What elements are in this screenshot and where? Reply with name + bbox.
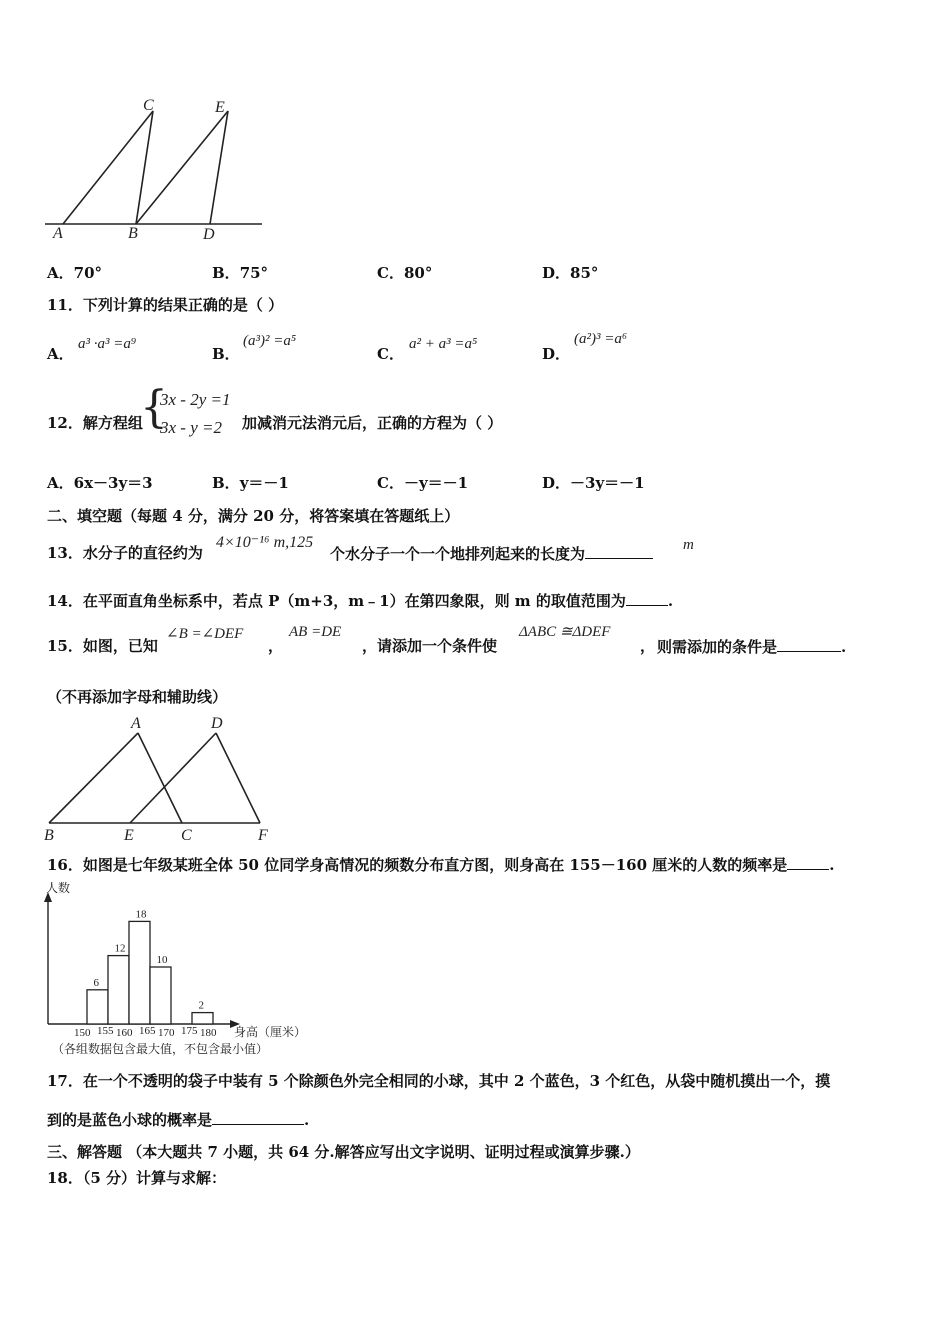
q15-answer-blank[interactable] (777, 637, 841, 652)
x-tick-label: 150 (74, 1027, 91, 1039)
q11-option-d-key: D． (542, 345, 571, 363)
q12-option-b: B．y＝－1 (212, 474, 289, 492)
q10-option-b: B．75° (212, 264, 269, 282)
q14-text: 14．在平面直角坐标系中，若点 P（m+3，m﹣1）在第四象限，则 m 的取值范围为 . (47, 592, 674, 610)
q18-stem: 18．（5 分）计算与求解： (47, 1169, 227, 1187)
q13-prefix: 13．水分子的直径约为 (47, 544, 203, 562)
q15-math-2: AB =DE (289, 624, 342, 640)
label-b: B (128, 225, 138, 242)
q16-text: 16．如图是七年级某班全体 50 位同学身高情况的频数分布直方图，则身高在 155－160 厘米的人数的频率是 . (47, 856, 835, 874)
q12-suffix: 加减消元法消元后，正确的方程为（ ） (242, 414, 503, 432)
q15-suffix: 则需添加的条件是 . (657, 638, 847, 656)
y-axis-label: 人数 (46, 881, 71, 895)
q12-equation-1: 3x - 2y =1 (160, 390, 231, 409)
q10-figure (40, 95, 270, 245)
q16-histogram (40, 878, 320, 1060)
label-f: F (258, 827, 268, 844)
q17-line-1: 17．在一个不透明的袋子中装有 5 个除颜色外完全相同的小球，其中 2 个蓝色，3 个红色，从袋中随机摸出一个，摸 (47, 1072, 831, 1090)
q15-prefix: 15．如图，已知 (47, 637, 158, 655)
q10-option-d: D．85° (542, 264, 599, 282)
histogram-bar-165-170 (150, 967, 171, 1024)
histogram-bar-155-160 (108, 956, 129, 1024)
bar-value-label: 18 (135, 908, 147, 921)
x-tick-label: 170 (158, 1027, 175, 1039)
q14-answer-blank[interactable] (626, 591, 668, 606)
label-a: A (131, 715, 141, 732)
label-b: B (44, 827, 54, 844)
section-3-heading: 三、解答题 （本大题共 7 小题，共 64 分.解答应写出文字说明、证明过程或演算步骤.） (47, 1143, 640, 1161)
chart-note: （各组数据包含最大值，不包含最小值） (52, 1042, 269, 1056)
q13-suffix: 个水分子一个一个地排列起来的长度为 (330, 544, 653, 563)
q11-option-c-math: a² + a³ =a⁵ (409, 336, 478, 352)
q11-option-d-math: (a²)³ =a⁶ (574, 331, 628, 347)
q15-math-1: ∠B =∠DEF (166, 626, 244, 642)
q16-answer-blank[interactable] (787, 855, 829, 870)
x-tick-label: 160 (116, 1027, 133, 1039)
q15-mid: ，请添加一个条件使 (362, 637, 498, 655)
q12-prefix: 12．解方程组 (47, 414, 143, 432)
q11-option-c-key: C． (377, 345, 404, 363)
system-brace: { (140, 382, 168, 433)
q15-sep-2: ， (640, 637, 656, 655)
label-c: C (181, 827, 192, 844)
q15-figure (40, 713, 280, 845)
histogram-bar-175-180 (192, 1013, 213, 1024)
histogram-bar-160-165 (129, 921, 150, 1024)
q17-answer-blank[interactable] (212, 1110, 304, 1125)
label-d: D (203, 226, 215, 243)
x-tick-label: 180 (200, 1027, 217, 1039)
q10-option-c: C．80° (377, 264, 433, 282)
q10-option-a: A．70° (47, 264, 103, 282)
x-tick-label: 165 (139, 1025, 156, 1037)
bar-value-label: 2 (198, 999, 204, 1012)
q11-stem: 11．下列计算的结果正确的是（ ） (47, 296, 284, 314)
bar-value-label: 12 (114, 942, 126, 955)
x-axis-label: 身高（厘米） (234, 1025, 307, 1039)
label-a: A (53, 225, 63, 242)
bar-value-label: 10 (156, 954, 168, 966)
label-d: D (211, 715, 223, 732)
q12-option-a: A．6x－3y＝3 (47, 474, 153, 492)
label-e: E (215, 99, 225, 116)
q17-line-2: 到的是蓝色小球的概率是 . (47, 1111, 310, 1129)
q13-answer-blank[interactable] (585, 544, 653, 559)
q11-option-b-key: B． (212, 345, 240, 363)
q11-option-b-math: (a³)² =a⁵ (243, 333, 297, 349)
q12-equation-2: 3x - y =2 (160, 418, 222, 437)
bar-value-label: 6 (93, 976, 99, 989)
q15-sep-1: ， (268, 637, 284, 655)
q13-unit: m (683, 537, 694, 553)
q13-math: 4×10⁻¹⁶ m,125 (216, 534, 314, 551)
x-tick-label: 155 (97, 1025, 114, 1037)
q11-option-a-key: A． (47, 345, 74, 363)
x-tick-label: 175 (181, 1025, 198, 1037)
label-e: E (124, 827, 134, 844)
q15-math-3: ΔABC ≅ΔDEF (519, 624, 611, 640)
histogram-bar-150-155 (87, 990, 108, 1024)
section-2-heading: 二、填空题（每题 4 分，满分 20 分，将答案填在答题纸上） (47, 507, 460, 525)
label-c: C (143, 97, 154, 114)
q12-option-c: C．－y＝－1 (377, 474, 469, 492)
q12-option-d: D．－3y＝－1 (542, 474, 645, 492)
q11-option-a-math: a³ ·a³ =a⁹ (78, 336, 137, 352)
q15-note: （不再添加字母和辅助线） (47, 688, 228, 706)
